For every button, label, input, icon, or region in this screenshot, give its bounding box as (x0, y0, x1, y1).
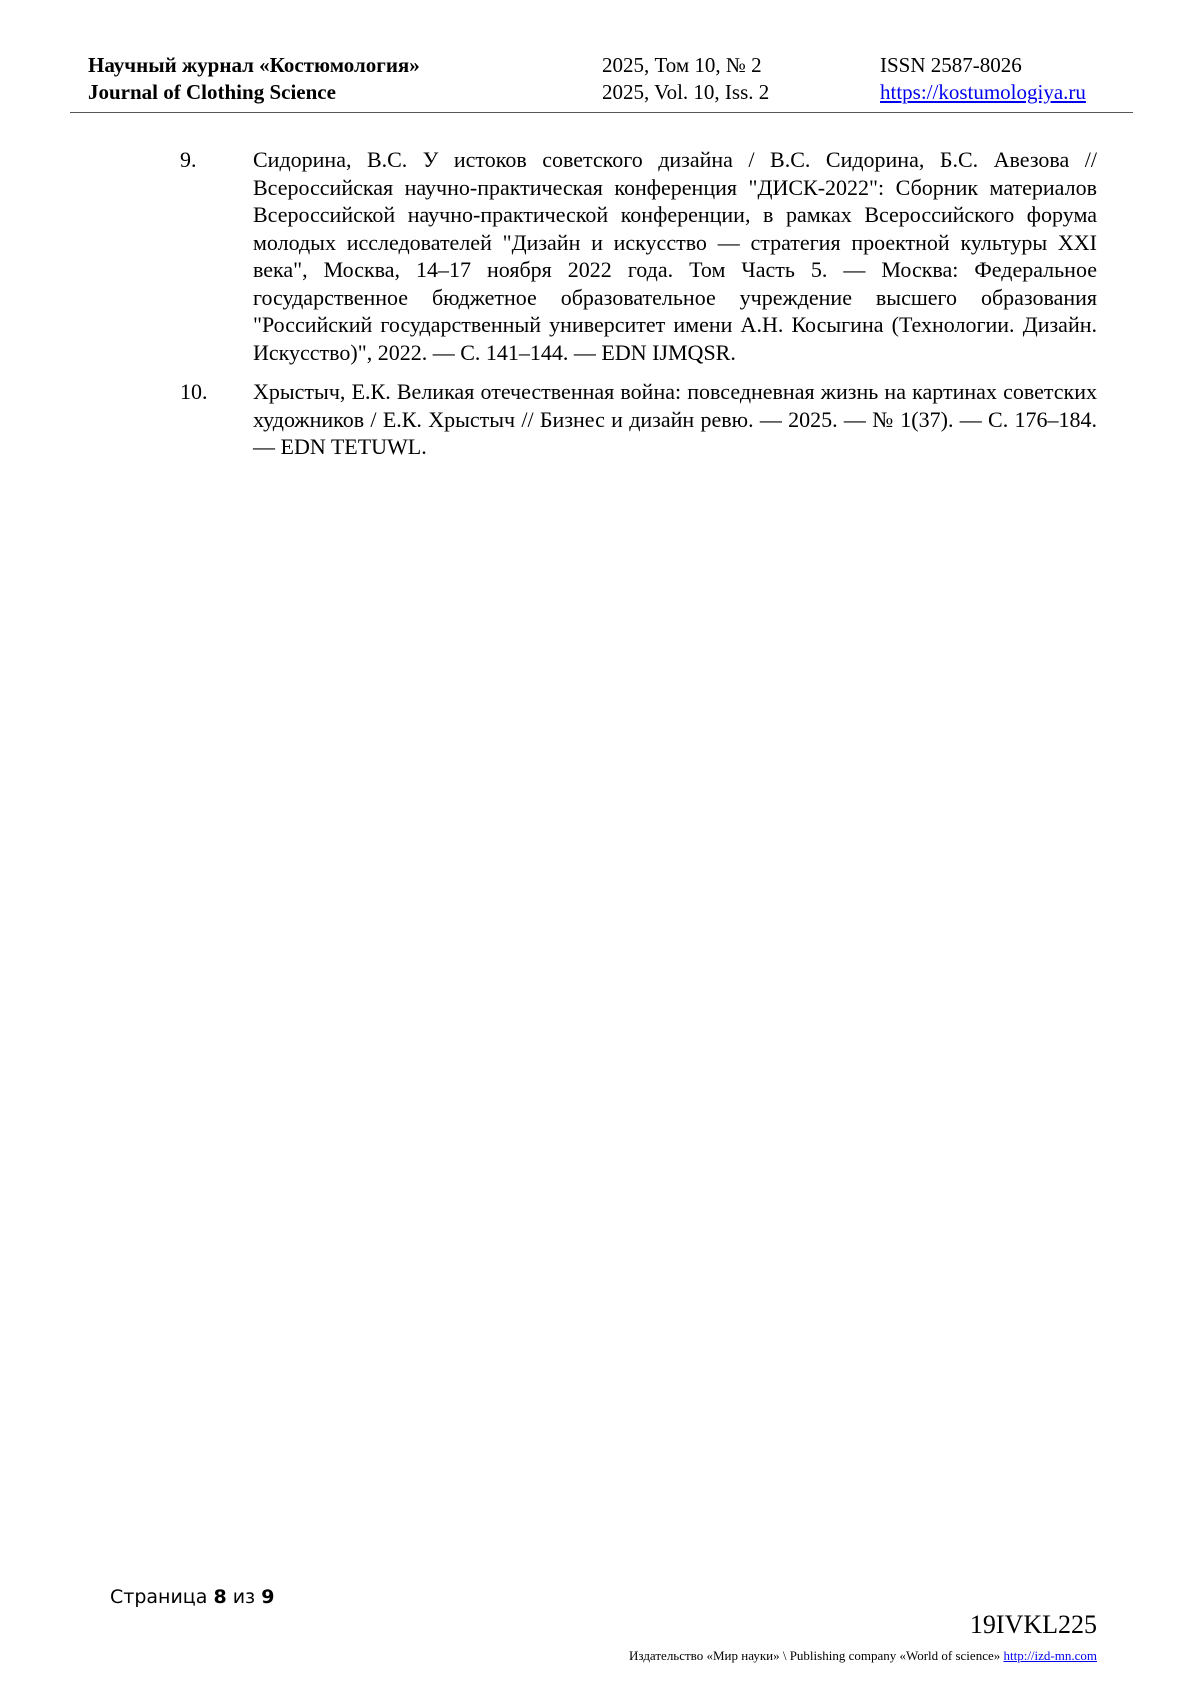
publisher-text: Издательство «Мир науки» \ Publishing company «World of science» (629, 1648, 1004, 1663)
reference-list (0, 146, 1200, 473)
reference-text: Хрыстыч, Е.К. Великая отечественная война: повседневная жизнь на картинах советских художников / Е.К. Хрыстыч // Бизнес и дизайн ревю. — 2025. — № 1(37). — С. 176–184. — EDN TETUWL. (253, 379, 1097, 459)
issue-block (602, 52, 769, 106)
current-page: 8 (213, 1586, 227, 1608)
journal-title-block (88, 52, 420, 106)
reference-number: 9. (180, 147, 197, 172)
publisher-line (629, 1648, 1097, 1664)
header-divider (70, 112, 1133, 113)
issue-ru: 2025, Том 10, № 2 (602, 53, 762, 77)
page-header (70, 52, 1133, 112)
reference-text: Сидорина, В.С. У истоков советского дизайна / В.С. Сидорина, Б.С. Авезова // Всероссийская научно-практическая конференция "ДИСК-2022": Сборник материалов Всероссийской научно-практической конференции, в рамках Всероссийского форума молодых исследователей "Дизайн и искусство — стратегия проектной культуры XXI века", Москва, 14–17 ноября 2022 года. Том Часть 5. — Москва: Федеральное государственное бюджетное образовательное учреждение высшего образования "Российский государственный университет имени А.Н. Косыгина (Технологии. Дизайн. Искусство)", 2022. — С. 141–144. — EDN IJMQSR. (253, 147, 1097, 365)
journal-title-ru: Научный журнал «Костюмология» (88, 53, 420, 77)
publisher-link[interactable]: http://izd-mn.com (1003, 1648, 1097, 1663)
total-pages: 9 (261, 1586, 275, 1608)
reference-item (0, 378, 1200, 461)
journal-title-en: Journal of Clothing Science (88, 80, 336, 104)
reference-number: 10. (180, 379, 208, 404)
issue-en: 2025, Vol. 10, Iss. 2 (602, 80, 770, 104)
issn: ISSN 2587-8026 (880, 53, 1022, 77)
article-code: 19IVKL225 (969, 1610, 1097, 1639)
journal-website-link[interactable]: https://kostumologiya.ru (880, 80, 1086, 104)
issn-block (880, 52, 1086, 106)
page-number: Страница 8 из 9 (110, 1586, 275, 1608)
reference-item (0, 146, 1200, 366)
